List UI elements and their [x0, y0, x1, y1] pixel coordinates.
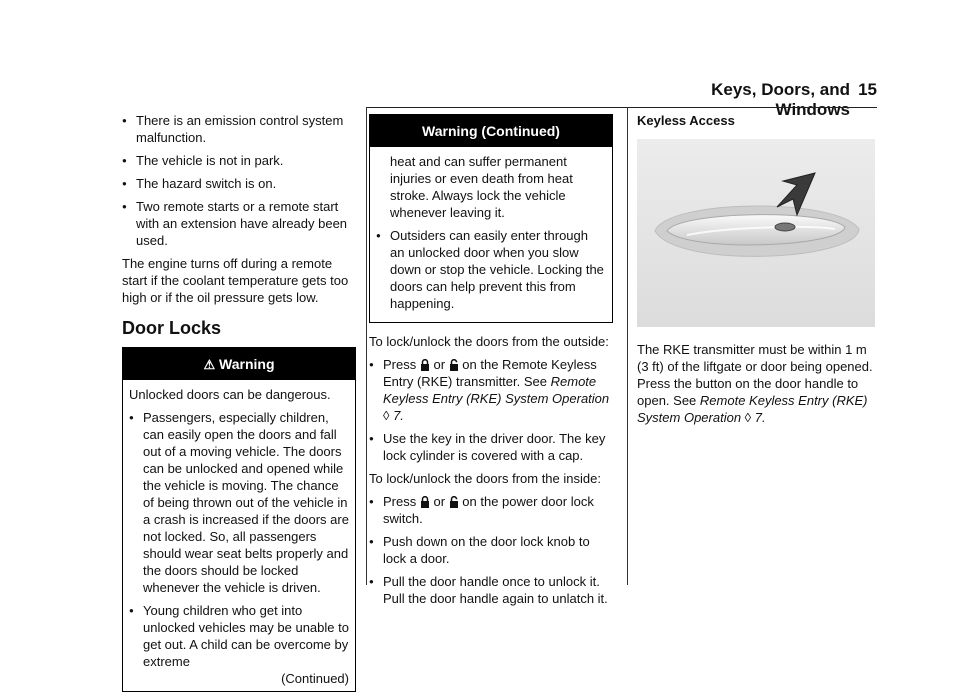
column-3 — [637, 112, 877, 432]
inside-list — [369, 493, 613, 607]
warning-list — [376, 227, 606, 312]
unlock-icon — [449, 496, 459, 508]
cross-reference[interactable]: Remote Keyless Entry (RKE) System Operation — [383, 374, 610, 406]
cross-reference[interactable]: Remote Keyless Entry (RKE) System Operation — [637, 393, 868, 425]
list-item: ● The hazard switch is on. — [122, 175, 356, 192]
header-rule — [366, 107, 877, 108]
list-item: ● Press or on the power door lock switch. — [369, 493, 613, 527]
list-item: ● Passengers, especially children, can easily open the doors and fall out of a moving vehicle. The doors can be unlocked and opened while the vehicle is moving. The chance of being thrown out of the vehicle in a crash is increased if the doors are not locked. So, all passengers should wear seat belts properly and the doors should be locked whenever the vehicle is driven. — [129, 409, 349, 596]
column-1 — [122, 112, 356, 692]
list-item: ● The vehicle is not in park. — [122, 152, 356, 169]
section-title: Door Locks — [122, 318, 222, 338]
list-item: ● Outsiders can easily enter through an unlocked door when you slow down or stop the vehicle. Locking the doors can help prevent this from happening. — [376, 227, 606, 312]
column-divider-1 — [366, 107, 367, 585]
list-item: ● Use the key in the driver door. The key lock cylinder is covered with a cap. — [369, 430, 613, 464]
column-divider-2 — [627, 107, 628, 585]
list-item: ● Young children who get into unlocked vehicles may be unable to get out. A child can be overcome by extreme — [129, 602, 349, 670]
list-item: ● Pull the door handle once to unlock it. Pull the door handle again to unlatch it. — [369, 573, 613, 607]
page-ref-icon: ◊ — [744, 410, 752, 425]
lock-icon — [420, 359, 430, 371]
page-ref-icon: ◊ — [383, 408, 390, 423]
outside-list — [369, 356, 613, 464]
keyless-paragraph: The RKE transmitter must be within 1 m (3 ft) of the liftgate or door being opened. Press the button on the door handle to open. See Remote Keyless Entry (RKE) System Operation ◊ 7. — [637, 342, 873, 425]
warning-header — [123, 348, 355, 380]
column-2 — [369, 112, 613, 613]
door-handle-illustration — [637, 139, 875, 327]
door-handle-figure — [637, 139, 875, 327]
list-item: ● Push down on the door lock knob to lock a door. — [369, 533, 613, 567]
warning-text: heat and can suffer permanent injuries or even death from heat stroke. Always lock the vehicle whenever leaving it. — [390, 154, 573, 220]
warning-header: Warning (Continued) — [370, 115, 612, 147]
warning-box — [122, 347, 356, 692]
list-item: ● There is an emission control system malfunction. — [122, 112, 356, 146]
outside-intro: To lock/unlock the doors from the outside: — [369, 334, 609, 349]
condition-list — [122, 112, 356, 249]
warning-box-continued — [369, 114, 613, 323]
subsection-title: Keyless Access — [637, 113, 735, 128]
warning-body — [123, 380, 355, 691]
remote-start-paragraph: The engine turns off during a remote start if the coolant temperature gets too high or if the oil pressure gets low. — [122, 256, 349, 305]
list-item: ● Press or on the Remote Keyless Entry (RKE) transmitter. See Remote Keyless Entry (RKE) System Operation ◊ 7. — [369, 356, 613, 424]
warning-list — [129, 409, 349, 670]
list-item: ● Two remote starts or a remote start with an extension have already been used. — [122, 198, 356, 249]
warning-body — [370, 147, 612, 322]
running-header-title: Keys, Doors, and Windows — [711, 80, 850, 119]
warning-intro: Unlocked doors can be dangerous. — [129, 387, 331, 402]
warning-triangle-icon: ⚠ — [203, 357, 216, 372]
lock-icon — [420, 496, 430, 508]
inside-intro: To lock/unlock the doors from the inside: — [369, 471, 601, 486]
unlock-icon — [449, 359, 459, 371]
page-number: 15 — [858, 80, 877, 99]
continued-label: (Continued) — [281, 671, 349, 686]
warning-title: Warning — [219, 356, 275, 372]
